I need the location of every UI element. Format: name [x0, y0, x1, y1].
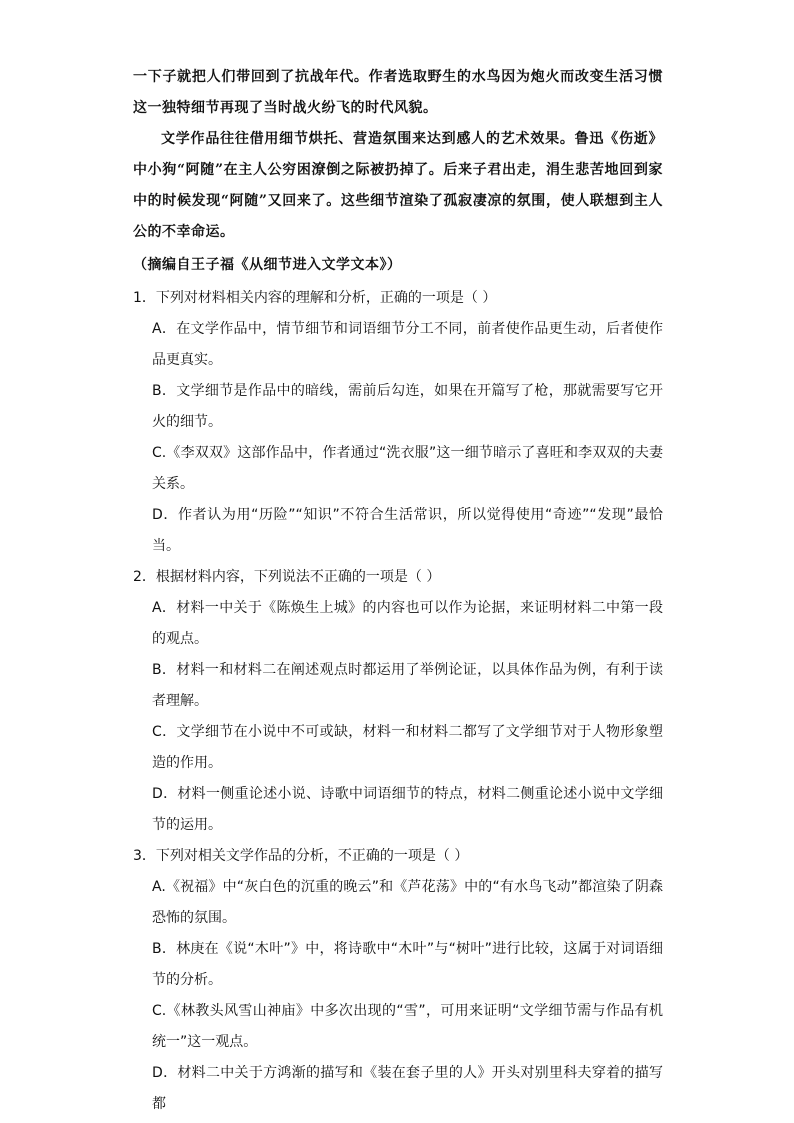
question-stem: 3．下列对相关文学作品的分析，不正确的一项是（ ） [133, 848, 469, 864]
question-1 [133, 283, 663, 562]
option-d: D．作者认为用“历险”“知识”不符合生活常识，所以觉得使用“奇迹”“发现”最恰当。 [152, 507, 663, 554]
passage-source: （摘编自王子福《从细节进入文学文本》） [133, 257, 402, 273]
option-d: D．材料一侧重论述小说、诗歌中词语细节的特点，材料二侧重论述小说中文学细节的运用。 [152, 786, 663, 833]
question-stem: 1．下列对材料相关内容的理解和分析，正确的一项是（ ） [133, 290, 497, 306]
question-3 [133, 841, 663, 1120]
option-d: D．材料二中关于方鸿渐的描写和《装在套子里的人》开头对别里科夫穿着的描写都 [152, 1065, 663, 1112]
option-c: C．文学细节在小说中不可或缺，材料一和材料二都写了文学细节对于人物形象塑造的作用。 [152, 724, 663, 771]
question-stem: 2．根据材料内容，下列说法不正确的一项是（ ） [133, 569, 441, 585]
reading-passage [133, 62, 663, 281]
option-b: B．林庚在《说“木叶”》中，将诗歌中“木叶”与“树叶”进行比较，这属于对词语细节的分析。 [152, 941, 663, 988]
option-a: A.《祝福》中“灰白色的沉重的晚云”和《芦花荡》中的“有水鸟飞动”都渲染了阴森恐怖的氛围。 [152, 879, 663, 926]
passage-paragraph-1: 一下子就把人们带回到了抗战年代。作者选取野生的水鸟因为炮火而改变生活习惯这一独特细节再现了当时战火纷飞的时代风貌。 [133, 69, 663, 116]
option-c: C.《李双双》这部作品中，作者通过“洗衣服”这一细节暗示了喜旺和李双双的夫妻关系。 [152, 445, 663, 492]
option-a: A．在文学作品中，情节细节和词语细节分工不同，前者使作品更生动，后者使作品更真实。 [152, 321, 663, 368]
question-list [133, 283, 663, 1120]
option-b: B．文学细节是作品中的暗线，需前后勾连，如果在开篇写了枪，那就需要写它开火的细节。 [152, 383, 663, 430]
option-a: A．材料一中关于《陈焕生上城》的内容也可以作为论据，来证明材料二中第一段的观点。 [152, 600, 663, 647]
question-2 [133, 562, 663, 841]
option-b: B．材料一和材料二在阐述观点时都运用了举例论证，以具体作品为例，有利于读者理解。 [152, 662, 663, 709]
option-c: C.《林教头风雪山神庙》中多次出现的“雪”，可用来证明“文学细节需与作品有机统一”这一观点。 [152, 1003, 663, 1050]
passage-paragraph-2: 文学作品往往借用细节烘托、营造氛围来达到感人的艺术效果。鲁迅《伤逝》中小狗“阿随”在主人公穷困潦倒之际被扔掉了。后来子君出走，涓生悲苦地回到家中的时候发现“阿随”又回来了。这些细节渲染了孤寂凄凉的氛围，使人联想到主人公的不幸命运。 [133, 131, 663, 240]
